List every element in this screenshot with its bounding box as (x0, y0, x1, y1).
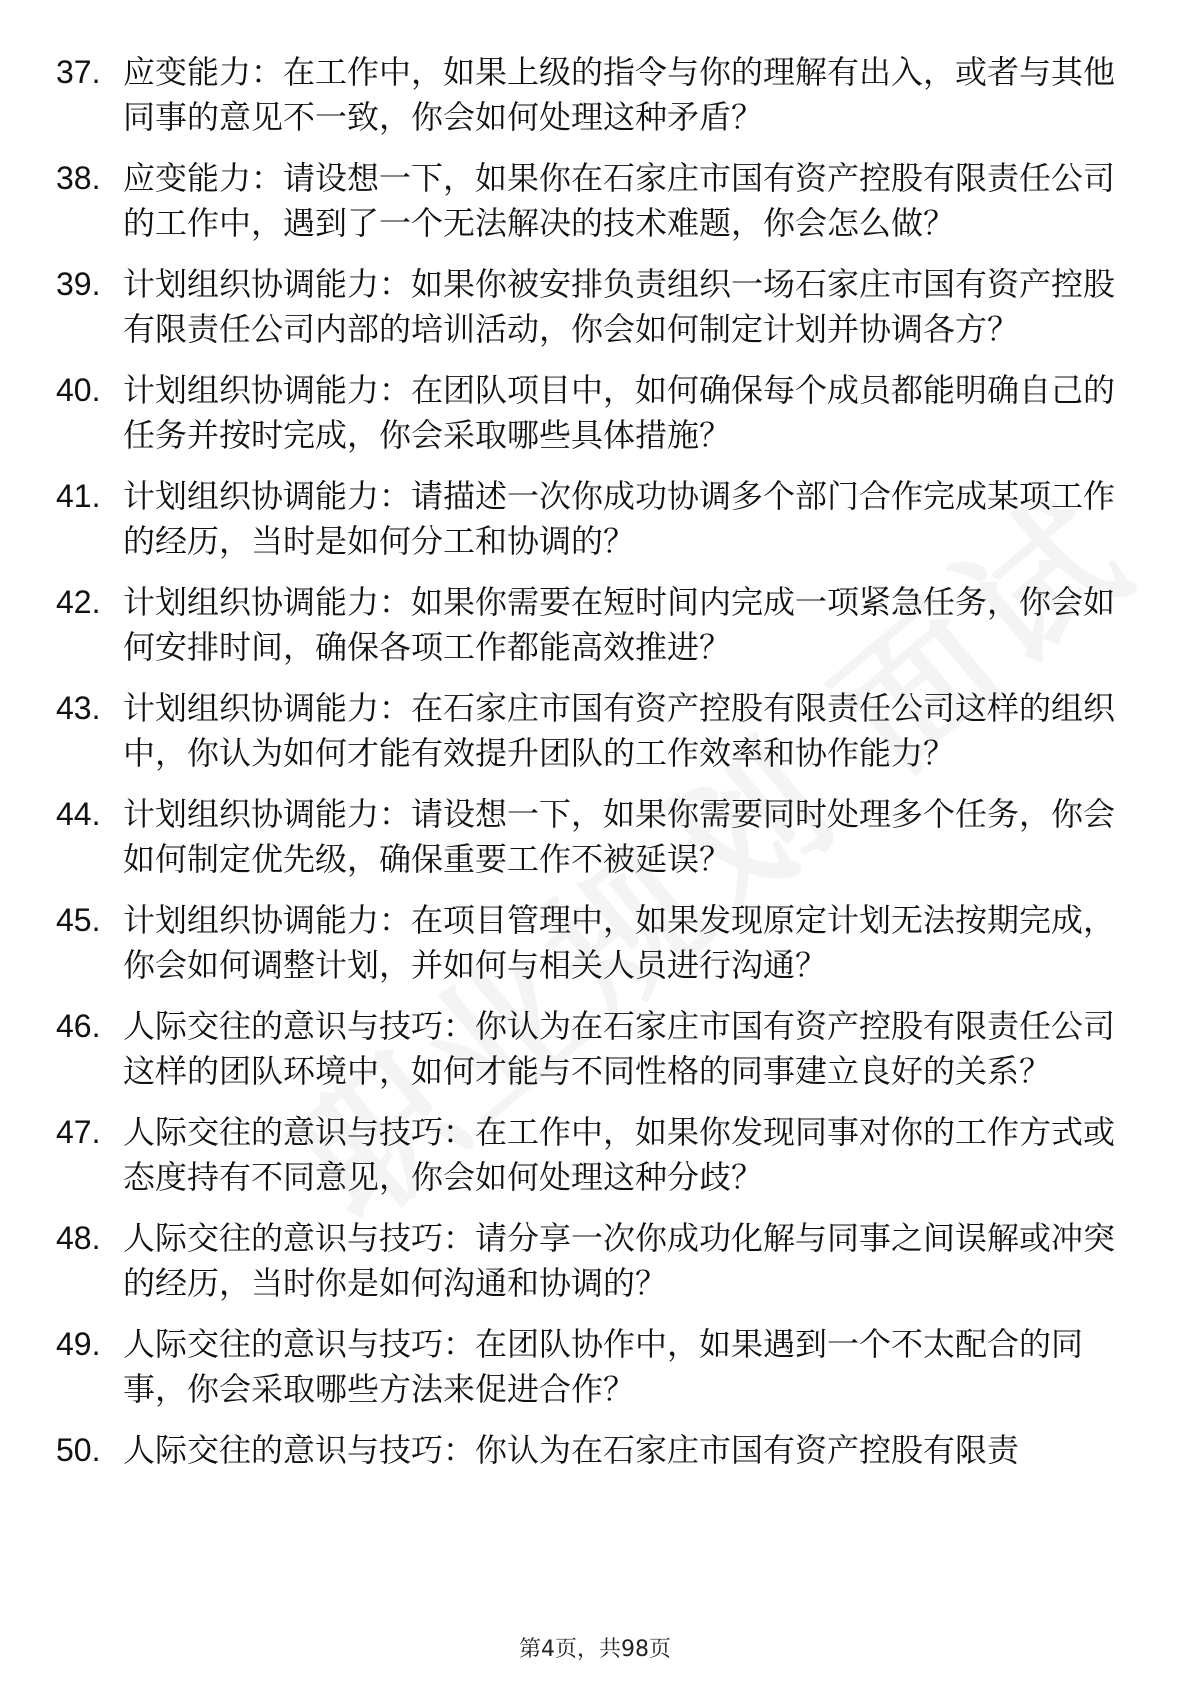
question-text: 计划组织协调能力：在项目管理中，如果发现原定计划无法按期完成，你会如何调整计划，并如何与相关人员进行沟通？ (123, 901, 1116, 984)
question-item (56, 1110, 1156, 1200)
question-text: 计划组织协调能力：在团队项目中，如何确保每个成员都能明确自己的任务并按时完成，你会采取哪些具体措施？ (123, 371, 1116, 454)
question-item (56, 368, 1156, 458)
page-footer: 第4页，共98页 (519, 1637, 671, 1662)
question-text: 人际交往的意识与技巧：在工作中，如果你发现同事对你的工作方式或态度持有不同意见，你会如何处理这种分歧？ (123, 1113, 1116, 1196)
question-item (56, 686, 1156, 776)
question-number: 41. (56, 478, 101, 514)
question-number: 48. (56, 1220, 101, 1256)
question-item (56, 898, 1156, 988)
question-item (56, 50, 1156, 140)
question-text: 计划组织协调能力：如果你需要在短时间内完成一项紧急任务，你会如何安排时间，确保各项工作都能高效推进？ (123, 583, 1116, 666)
question-text: 计划组织协调能力：请描述一次你成功协调多个部门合作完成某项工作的经历，当时是如何分工和协调的？ (123, 477, 1116, 560)
question-list (56, 50, 1156, 1489)
question-text: 人际交往的意识与技巧：你认为在石家庄市国有资产控股有限责 (123, 1431, 1020, 1469)
question-item (56, 262, 1156, 352)
question-text: 人际交往的意识与技巧：在团队协作中，如果遇到一个不太配合的同事，你会采取哪些方法来促进合作？ (123, 1325, 1084, 1408)
question-item (56, 1428, 1156, 1473)
question-number: 49. (56, 1326, 101, 1362)
question-number: 39. (56, 266, 101, 302)
question-number: 42. (56, 584, 101, 620)
question-text: 应变能力：在工作中，如果上级的指令与你的理解有出入，或者与其他同事的意见不一致，你会如何处理这种矛盾？ (123, 53, 1116, 136)
question-item (56, 1322, 1156, 1412)
question-text: 人际交往的意识与技巧：请分享一次你成功化解与同事之间误解或冲突的经历，当时你是如何沟通和协调的？ (123, 1219, 1116, 1302)
question-number: 40. (56, 372, 101, 408)
question-item (56, 1216, 1156, 1306)
question-text: 计划组织协调能力：请设想一下，如果你需要同时处理多个任务，你会如何制定优先级，确保重要工作不被延误？ (123, 795, 1116, 878)
question-item (56, 474, 1156, 564)
question-number: 50. (56, 1432, 101, 1468)
question-number: 43. (56, 690, 101, 726)
question-item (56, 1004, 1156, 1094)
question-number: 45. (56, 902, 101, 938)
question-number: 38. (56, 160, 101, 196)
question-text: 应变能力：请设想一下，如果你在石家庄市国有资产控股有限责任公司的工作中，遇到了一个无法解决的技术难题，你会怎么做？ (123, 159, 1116, 242)
question-number: 47. (56, 1114, 101, 1150)
question-text: 人际交往的意识与技巧：你认为在石家庄市国有资产控股有限责任公司这样的团队环境中，如何才能与不同性格的同事建立良好的关系？ (123, 1007, 1116, 1090)
question-number: 37. (56, 54, 101, 90)
question-number: 46. (56, 1008, 101, 1044)
question-text: 计划组织协调能力：在石家庄市国有资产控股有限责任公司这样的组织中，你认为如何才能有效提升团队的工作效率和协作能力？ (123, 689, 1116, 772)
question-item (56, 792, 1156, 882)
question-number: 44. (56, 796, 101, 832)
question-item (56, 580, 1156, 670)
question-text: 计划组织协调能力：如果你被安排负责组织一场石家庄市国有资产控股有限责任公司内部的培训活动，你会如何制定计划并协调各方？ (123, 265, 1116, 348)
question-item (56, 156, 1156, 246)
